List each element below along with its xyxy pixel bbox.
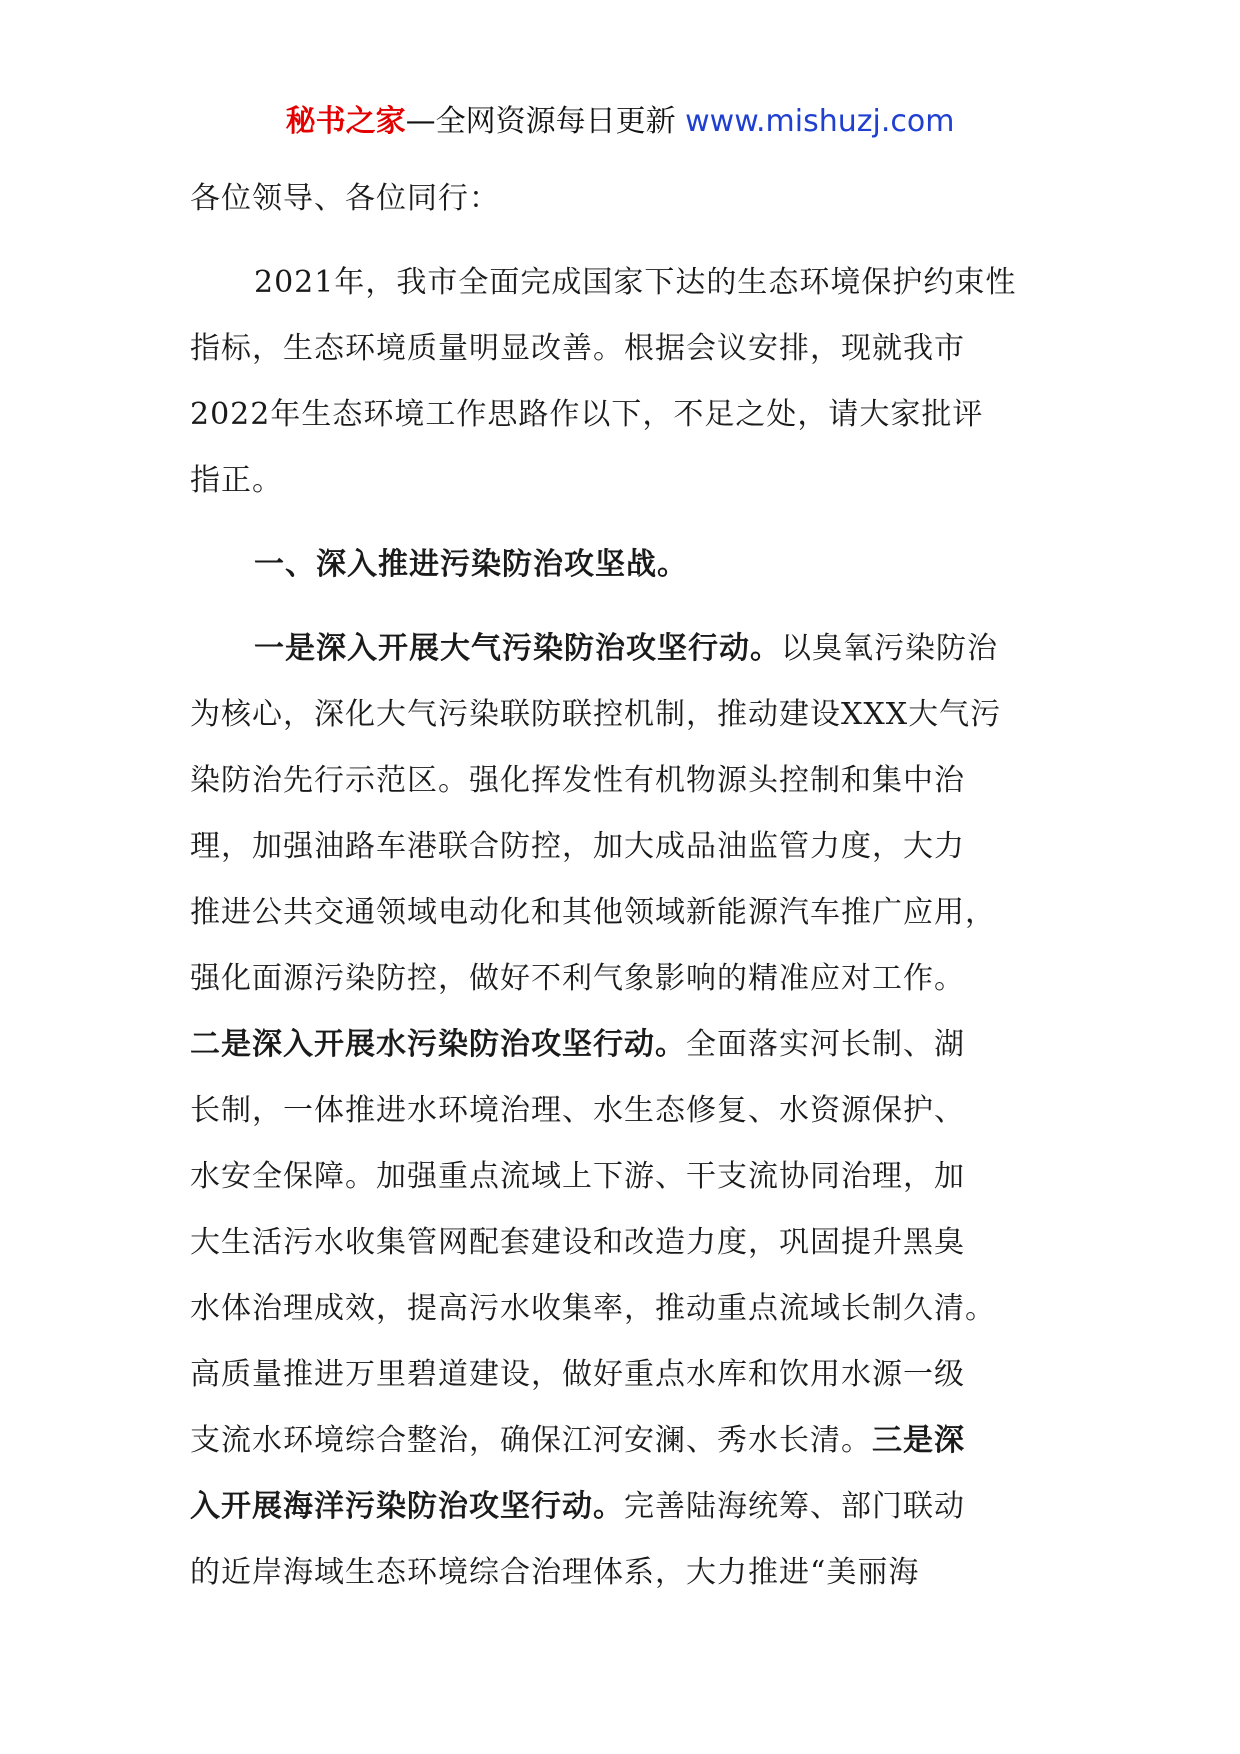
- header-slogan: 全网资源每日更新: [435, 104, 686, 139]
- para-line-text: 完善陆海统筹、部门联动: [624, 1489, 965, 1524]
- para-lead-bold: 二是深入开展水污染防治攻坚行动。: [190, 1027, 686, 1062]
- brand-name: 秘书之家: [285, 104, 406, 139]
- para-line: 理，加强油路车港联合防控，加大成品油监管力度，大力: [190, 829, 965, 864]
- paragraph-air-pollution: [190, 616, 1060, 1012]
- intro-line: 指标，生态环境质量明显改善。根据会议安排，现就我市: [190, 331, 965, 366]
- para-lead-bold: 三是深: [872, 1423, 965, 1458]
- salutation: 各位领导、各位同行：: [190, 181, 500, 216]
- para-lead-bold: 入开展海洋污染防治攻坚行动。: [190, 1489, 624, 1524]
- para-line: 水体治理成效，提高污水收集率，推动重点流域长制久清。: [190, 1291, 996, 1326]
- para-line: 强化面源污染防控，做好不利气象影响的精准应对工作。: [190, 961, 965, 996]
- header-dash: —: [405, 104, 436, 139]
- site-url-link[interactable]: www.mishuzj.com: [685, 104, 955, 139]
- para-line: 为核心，深化大气污染联防联控机制，推动建设XXX大气污: [190, 697, 1002, 732]
- intro-line: 指正。: [190, 463, 283, 498]
- intro-paragraph: [190, 250, 1060, 514]
- para-line: 染防治先行示范区。强化挥发性有机物源头控制和集中治: [190, 763, 965, 798]
- para-line: 大生活污水收集管网配套建设和改造力度，巩固提升黑臭: [190, 1225, 965, 1260]
- paragraph-water-pollution: [190, 1012, 1060, 1474]
- para-line: 高质量推进万里碧道建设，做好重点水库和饮用水源一级: [190, 1357, 965, 1392]
- intro-line: 2022年生态环境工作思路作以下，不足之处，请大家批评: [190, 397, 984, 432]
- intro-line: 2021年，我市全面完成国家下达的生态环境保护约束性: [254, 265, 1017, 300]
- para-line-text: 支流水环境综合整治，确保江河安澜、秀水长清。: [190, 1423, 872, 1458]
- document-body: [190, 166, 1060, 1606]
- para-line-text: 以臭氧污染防治: [781, 631, 998, 666]
- section-heading: 一、深入推进污染防治攻坚战。: [254, 547, 688, 582]
- para-line: 长制，一体推进水环境治理、水生态修复、水资源保护、: [190, 1093, 965, 1128]
- para-line: 水安全保障。加强重点流域上下游、干支流协同治理，加: [190, 1159, 965, 1194]
- site-header: [0, 100, 1240, 144]
- para-line: 的近岸海域生态环境综合治理体系，大力推进“美丽海: [190, 1555, 920, 1590]
- paragraph-ocean-pollution: [190, 1474, 1060, 1606]
- para-lead-bold: 一是深入开展大气污染防治攻坚行动。: [254, 631, 781, 666]
- para-line: 推进公共交通领域电动化和其他领域新能源汽车推广应用，: [190, 895, 996, 930]
- para-line-text: 全面落实河长制、湖: [686, 1027, 965, 1062]
